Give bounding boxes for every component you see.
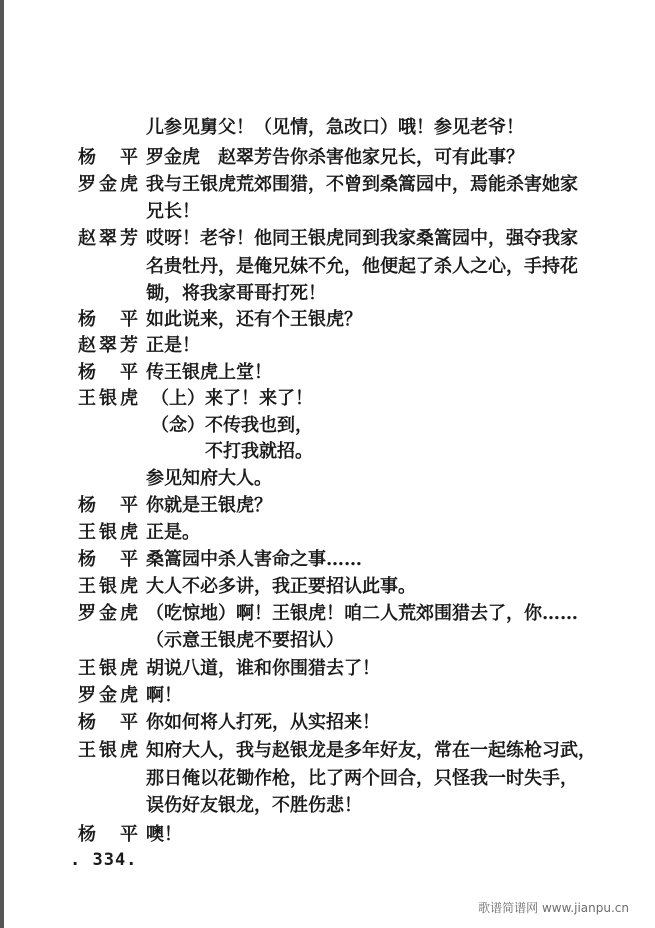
dialogue-text: 正是！	[146, 335, 200, 356]
dialogue-text: 我与王银虎荒郊围猎，不曾到桑篙园中，焉能杀害她家	[146, 174, 578, 195]
dialogue-line	[0, 199, 655, 225]
dialogue-text: 那日俺以花锄作枪，比了两个回合，只怪我一时失手，	[146, 768, 578, 789]
dialogue-text: 你如何将人打死，从实招来！	[146, 712, 380, 733]
dialogue-text: 如此说来，还有个王银虎？	[146, 309, 362, 330]
speaker-name: 罗金虎	[78, 174, 138, 195]
dialogue-line	[0, 115, 655, 141]
dialogue-line	[0, 254, 655, 280]
dialogue-line	[0, 710, 655, 736]
dialogue-line	[0, 493, 655, 519]
speaker-name: 杨 平	[78, 712, 138, 733]
dialogue-line	[0, 574, 655, 600]
speaker-name: 罗金虎	[78, 603, 138, 624]
dialogue-text: （吃惊地）啊！王银虎！咱二人荒郊围猎去了，你……	[146, 603, 578, 624]
dialogue-line	[0, 547, 655, 573]
dialogue-text: （念）不传我也到，	[151, 415, 313, 436]
dialogue-line	[0, 333, 655, 359]
speaker-name: 王银虎	[78, 388, 138, 409]
dialogue-line	[0, 793, 655, 819]
dialogue-line	[0, 413, 655, 439]
watermark: 歌谱简谱网 www.jianpu.cn	[478, 901, 629, 915]
dialogue-line	[0, 145, 655, 171]
dialogue-line	[0, 360, 655, 386]
dialogue-line	[0, 386, 655, 412]
dialogue-text: 名贵牡丹，是俺兄妹不允，他便起了杀人之心，手持花	[146, 256, 578, 277]
speaker-name: 罗金虎	[78, 685, 138, 706]
dialogue-text: （上）来了！来了！	[151, 388, 313, 409]
dialogue-text: 兄长！	[146, 201, 200, 222]
dialogue-line	[0, 172, 655, 198]
speaker-name: 王银虎	[78, 740, 138, 761]
dialogue-line	[0, 520, 655, 546]
dialogue-line	[0, 226, 655, 252]
dialogue-line	[0, 601, 655, 627]
dialogue-text: 锄，将我家哥哥打死！	[146, 283, 326, 304]
speaker-name: 杨 平	[78, 824, 138, 845]
dialogue-text: 哎呀！老爷！他同王银虎同到我家桑篙园中，强夺我家	[146, 228, 578, 249]
dialogue-text: 知府大人，我与赵银龙是多年好友，常在一起练枪习武，	[146, 740, 596, 761]
dialogue-text: （示意王银虎不要招认）	[146, 630, 344, 651]
speaker-name: 赵翠芳	[78, 335, 138, 356]
speaker-name: 王银虎	[78, 522, 138, 543]
dialogue-line	[0, 766, 655, 792]
speaker-name: 杨 平	[78, 362, 138, 383]
speaker-name: 王银虎	[78, 576, 138, 597]
dialogue-text: 罗金虎 赵翠芳告你杀害他家兄长，可有此事？	[146, 147, 524, 168]
speaker-name: 杨 平	[78, 309, 138, 330]
dialogue-line	[0, 738, 655, 764]
dialogue-text: 胡说八道，谁和你围猎去了！	[146, 658, 380, 679]
dialogue-text: 参见知府大人。	[146, 468, 272, 489]
speaker-name: 杨 平	[78, 495, 138, 516]
dialogue-line	[0, 628, 655, 654]
dialogue-line	[0, 281, 655, 307]
dialogue-line	[0, 656, 655, 682]
speaker-name: 杨 平	[78, 147, 138, 168]
dialogue-line	[0, 307, 655, 333]
dialogue-text: 噢！	[146, 824, 182, 845]
dialogue-text: 大人不必多讲，我正要招认此事。	[146, 576, 416, 597]
dialogue-line	[0, 466, 655, 492]
dialogue-text: 桑篙园中杀人害命之事……	[146, 549, 362, 570]
dialogue-text: 不打我就招。	[205, 441, 313, 462]
dialogue-line	[0, 683, 655, 709]
dialogue-line	[0, 439, 655, 465]
dialogue-text: 传王银虎上堂！	[146, 362, 272, 383]
dialogue-text: 正是。	[146, 522, 200, 543]
speaker-name: 赵翠芳	[78, 228, 138, 249]
dialogue-text: 儿参见舅父！（见情，急改口）哦！参见老爷！	[146, 117, 524, 138]
speaker-name: 王银虎	[78, 658, 138, 679]
dialogue-text: 啊！	[146, 685, 182, 706]
dialogue-text: 误伤好友银龙，不胜伤悲！	[146, 795, 362, 816]
page-number: . 334.	[70, 850, 138, 870]
dialogue-text: 你就是王银虎？	[146, 495, 272, 516]
speaker-name: 杨 平	[78, 549, 138, 570]
dialogue-line	[0, 822, 655, 848]
